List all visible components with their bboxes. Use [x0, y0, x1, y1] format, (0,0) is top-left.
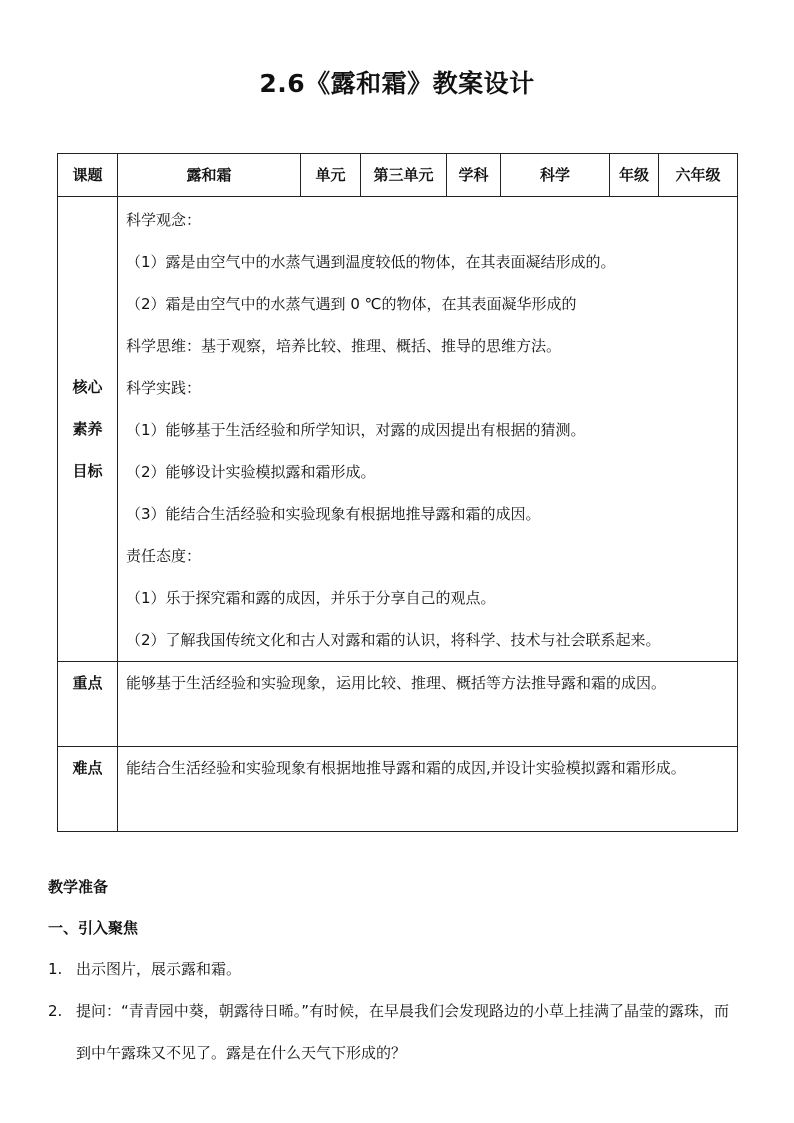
list-item	[48, 990, 738, 1074]
header-row	[58, 154, 738, 197]
list-item-number: 1.	[48, 960, 63, 978]
list-item-text: 提问：“青青园中葵，朝露待日晞。”有时候，在早晨我们会发现路边的小草上挂满了晶莹的露珠，而到中午露珠又不见了。露是在什么天气下形成的？	[76, 1002, 730, 1062]
goal-line: （3）能结合生活经验和实验现象有根据地推导露和霜的成因。	[126, 505, 541, 523]
lesson-plan-table	[57, 153, 738, 832]
grade-label: 年级	[610, 154, 659, 197]
goal-line: 科学实践：	[126, 379, 202, 397]
core-label-line: 目标	[72, 462, 103, 480]
key-point-row	[58, 662, 738, 747]
goal-line: 责任态度：	[126, 547, 202, 565]
goal-line: （1）乐于探究霜和露的成因，并乐于分享自己的观点。	[126, 589, 496, 607]
goal-line: （1）露是由空气中的水蒸气遇到温度较低的物体，在其表面凝结形成的。	[126, 253, 616, 271]
key-point-label: 重点	[58, 662, 118, 747]
section-title: 一、引入聚焦	[48, 919, 139, 937]
subject-label: 学科	[447, 154, 501, 197]
list-item-text: 出示图片，展示露和霜。	[76, 960, 242, 978]
page-title: 2.6《露和霜》教案设计	[259, 69, 535, 98]
core-goals-row	[58, 197, 738, 662]
unit-label: 单元	[301, 154, 361, 197]
difficulty-label: 难点	[58, 747, 118, 832]
difficulty-row	[58, 747, 738, 832]
core-goals-content	[118, 197, 738, 662]
list-item-number: 2.	[48, 1002, 63, 1020]
preparation-heading: 教学准备	[48, 878, 109, 896]
core-label-line: 素养	[72, 420, 103, 438]
unit-value: 第三单元	[361, 154, 447, 197]
core-goals-label	[58, 197, 118, 662]
key-point-content: 能够基于生活经验和实验现象，运用比较、推理、概括等方法推导露和霜的成因。	[118, 662, 738, 747]
difficulty-content: 能结合生活经验和实验现象有根据地推导露和霜的成因,并设计实验模拟露和霜形成。	[118, 747, 738, 832]
list-item	[48, 948, 738, 990]
goal-line: （1）能够基于生活经验和所学知识，对露的成因提出有根据的猜测。	[126, 421, 586, 439]
topic-value: 露和霜	[118, 154, 301, 197]
goal-line: 科学思维：基于观察，培养比较、推理、概括、推导的思维方法。	[126, 337, 562, 355]
core-label-line: 核心	[72, 378, 103, 396]
goal-line: （2）能够设计实验模拟露和霜形成。	[126, 463, 376, 481]
goal-line: 科学观念：	[126, 211, 202, 229]
goal-line: （2）了解我国传统文化和古人对露和霜的认识，将科学、技术与社会联系起来。	[126, 631, 661, 649]
topic-label: 课题	[58, 154, 118, 197]
subject-value: 科学	[501, 154, 610, 197]
grade-value: 六年级	[659, 154, 738, 197]
goal-line: （2）霜是由空气中的水蒸气遇到 0 ℃的物体，在其表面凝华形成的	[126, 295, 577, 313]
